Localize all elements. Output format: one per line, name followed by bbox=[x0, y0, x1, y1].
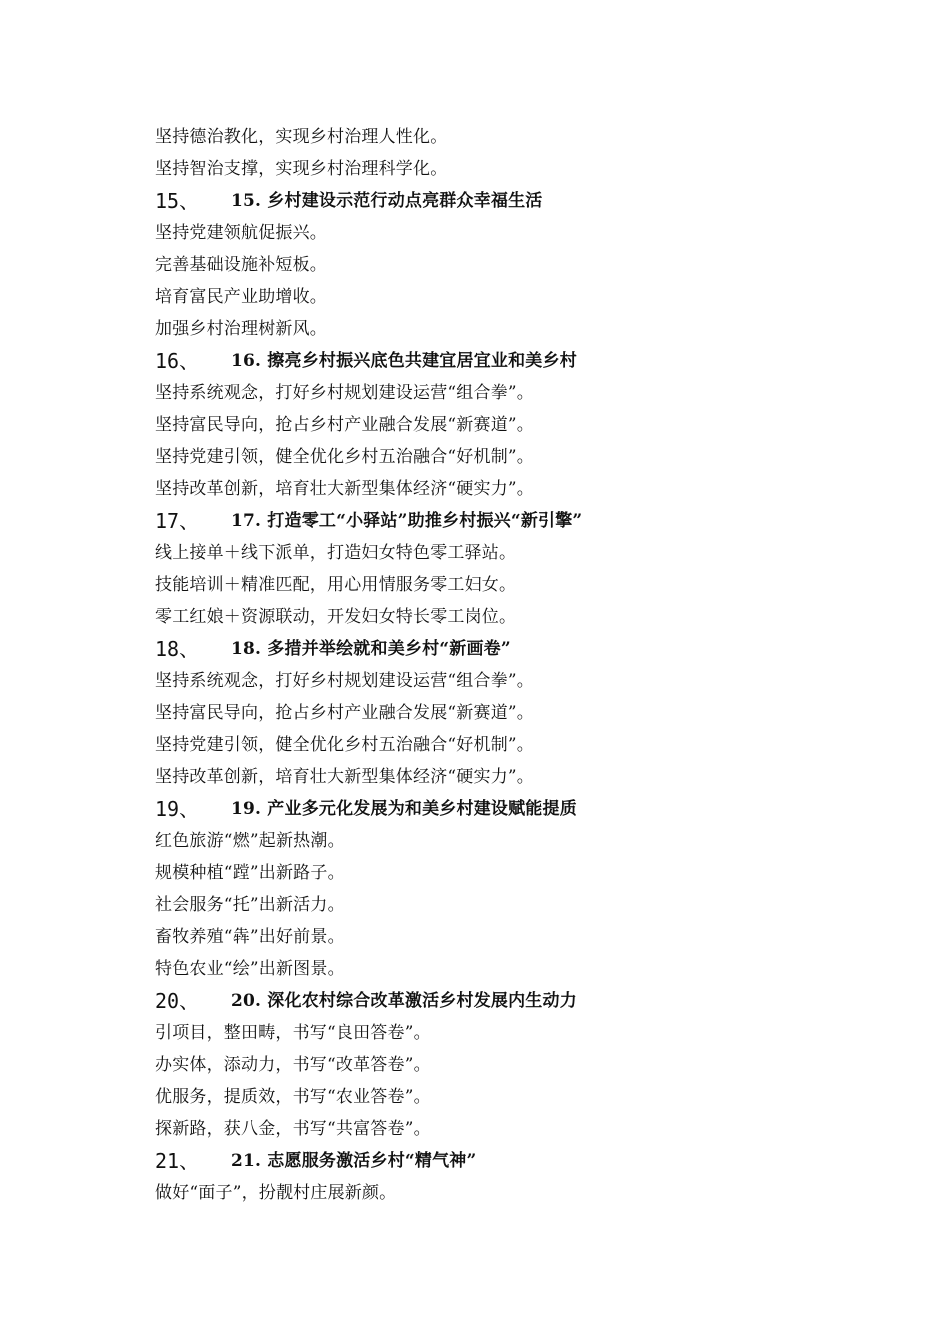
body-line: 办实体，添动力，书写“改革答卷”。 bbox=[155, 1055, 431, 1075]
body-line: 特色农业“绘”出新图景。 bbox=[155, 959, 345, 979]
body-line: 做好“面子”，扮靓村庄展新颜。 bbox=[155, 1183, 397, 1203]
section-heading bbox=[155, 793, 855, 825]
section-heading bbox=[155, 985, 855, 1017]
section-title: 15. 乡村建设示范行动点亮群众幸福生活 bbox=[231, 191, 543, 211]
body-line: 坚持智治支撑，实现乡村治理科学化。 bbox=[155, 159, 448, 179]
body-line: 坚持党建领航促振兴。 bbox=[155, 223, 327, 243]
body-line: 坚持党建引领，健全优化乡村五治融合“好机制”。 bbox=[155, 735, 534, 755]
section-title: 20. 深化农村综合改革激活乡村发展内生动力 bbox=[231, 991, 577, 1011]
section-title: 17. 打造零工“小驿站”助推乡村振兴“新引擎” bbox=[231, 511, 583, 531]
section-21 bbox=[155, 1145, 855, 1209]
body-line: 优服务，提质效，书写“农业答卷”。 bbox=[155, 1087, 431, 1107]
section-number: 15、 bbox=[155, 189, 200, 213]
body-line: 技能培训＋精准匹配，用心用情服务零工妇女。 bbox=[155, 575, 517, 595]
body-line: 红色旅游“燃”起新热潮。 bbox=[155, 831, 345, 851]
section-number: 20、 bbox=[155, 989, 200, 1013]
section-heading bbox=[155, 505, 855, 537]
section-16 bbox=[155, 345, 855, 505]
section-20 bbox=[155, 985, 855, 1145]
body-line: 社会服务“托”出新活力。 bbox=[155, 895, 345, 915]
section-heading bbox=[155, 633, 855, 665]
section-number: 17、 bbox=[155, 509, 200, 533]
body-line: 坚持富民导向，抢占乡村产业融合发展“新赛道”。 bbox=[155, 703, 534, 723]
section-number: 21、 bbox=[155, 1149, 200, 1173]
section-title: 18. 多措并举绘就和美乡村“新画卷” bbox=[231, 639, 511, 659]
body-line: 坚持系统观念，打好乡村规划建设运营“组合拳”。 bbox=[155, 671, 534, 691]
body-line: 坚持德治教化，实现乡村治理人性化。 bbox=[155, 127, 448, 147]
body-line: 零工红娘＋资源联动，开发妇女特长零工岗位。 bbox=[155, 607, 517, 627]
body-line: 坚持富民导向，抢占乡村产业融合发展“新赛道”。 bbox=[155, 415, 534, 435]
body-line: 规模种植“蹚”出新路子。 bbox=[155, 863, 345, 883]
body-line: 坚持系统观念，打好乡村规划建设运营“组合拳”。 bbox=[155, 383, 534, 403]
section-title: 21. 志愿服务激活乡村“精气神” bbox=[231, 1151, 477, 1171]
body-line: 引项目，整田畴，书写“良田答卷”。 bbox=[155, 1023, 431, 1043]
body-line: 坚持改革创新，培育壮大新型集体经济“硬实力”。 bbox=[155, 767, 534, 787]
body-line: 培育富民产业助增收。 bbox=[155, 287, 327, 307]
document-body bbox=[155, 121, 855, 1209]
section-18 bbox=[155, 633, 855, 793]
section-15 bbox=[155, 185, 855, 345]
section-number: 16、 bbox=[155, 349, 200, 373]
section-19 bbox=[155, 793, 855, 985]
section-heading bbox=[155, 345, 855, 377]
body-line: 畜牧养殖“犇”出好前景。 bbox=[155, 927, 345, 947]
intro-block bbox=[155, 121, 855, 185]
section-title: 19. 产业多元化发展为和美乡村建设赋能提质 bbox=[231, 799, 577, 819]
body-line: 加强乡村治理树新风。 bbox=[155, 319, 327, 339]
body-line: 完善基础设施补短板。 bbox=[155, 255, 327, 275]
body-line: 线上接单＋线下派单，打造妇女特色零工驿站。 bbox=[155, 543, 517, 563]
body-line: 坚持改革创新，培育壮大新型集体经济“硬实力”。 bbox=[155, 479, 534, 499]
section-heading bbox=[155, 1145, 855, 1177]
section-number: 18、 bbox=[155, 637, 200, 661]
body-line: 探新路，获八金，书写“共富答卷”。 bbox=[155, 1119, 431, 1139]
section-number: 19、 bbox=[155, 797, 200, 821]
section-title: 16. 擦亮乡村振兴底色共建宜居宜业和美乡村 bbox=[231, 351, 577, 371]
body-line: 坚持党建引领，健全优化乡村五治融合“好机制”。 bbox=[155, 447, 534, 467]
section-heading bbox=[155, 185, 855, 217]
section-17 bbox=[155, 505, 855, 633]
